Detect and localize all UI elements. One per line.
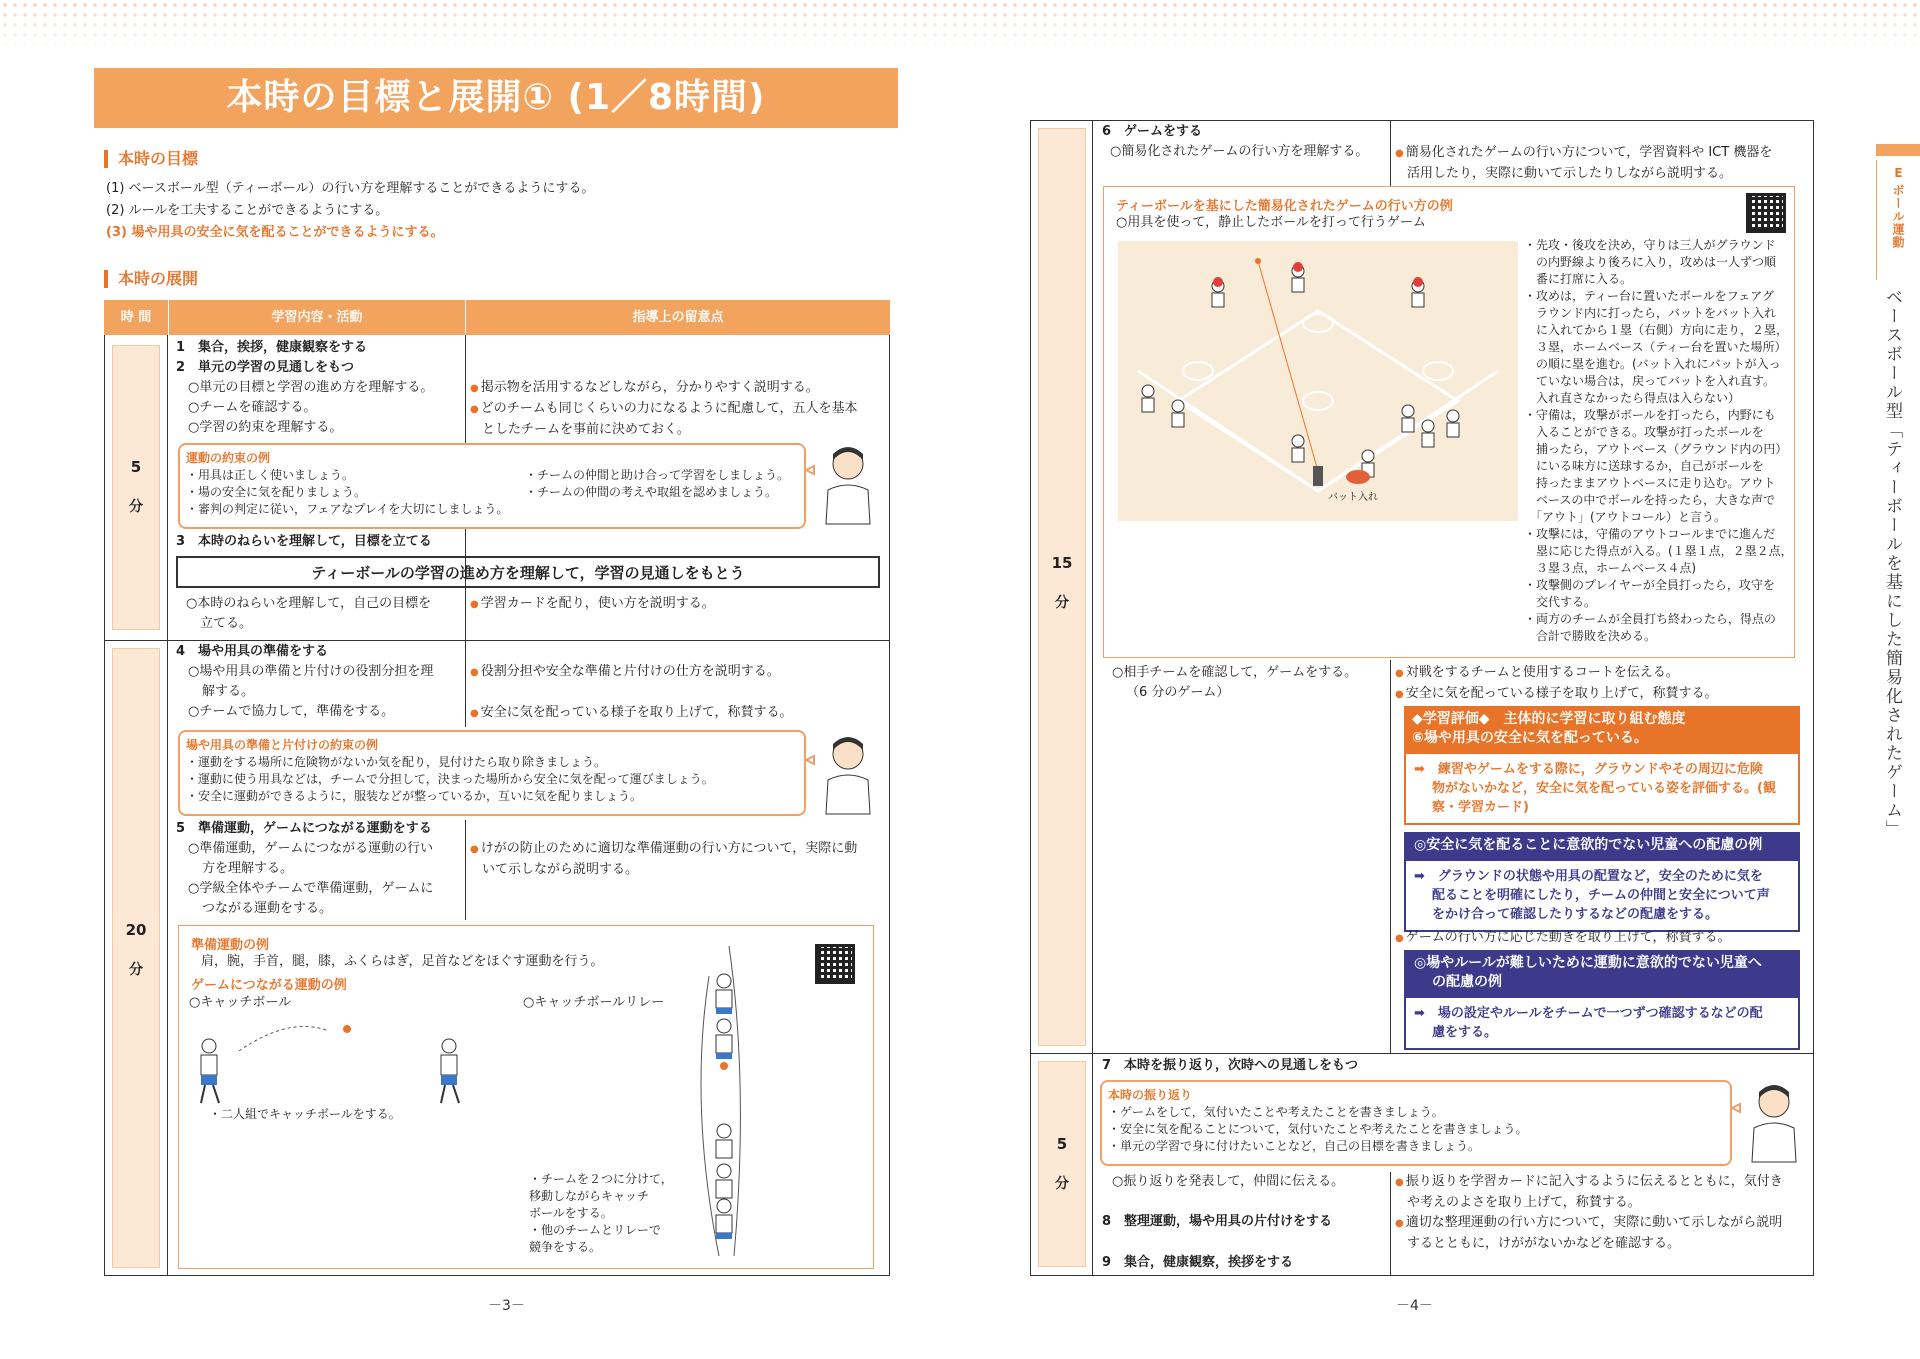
reflection-callout: 本時の振り返り ・ゲームをして，気付いたことや考えたことを書きましょう。 ・安全に気を配ることについて，気付いたことや考えたことを書きましょう。 ・単元の学習で身に付けたいことなど，自己の目標を書きましょう。 [1100, 1080, 1732, 1166]
game-activity: ○相手チームを確認して，ゲームをする。 （6 分のゲーム） [1112, 665, 1358, 700]
step-6-block: 6 ゲームをする ○簡易化されたゲームの行い方を理解する。 [1102, 124, 1369, 159]
field-diagram [1118, 241, 1518, 521]
relay-caption: ・チームを２つに分けて， 移動しながらキャッチ ボールをする。 ・他のチームとリレーで 競争をする。 [529, 1172, 673, 1254]
step-8: 8 整理運動，場や用具の片付けをする [1102, 1214, 1333, 1229]
goal-item: (3) 場や用具の安全に気を配ることができるようにする。 [106, 225, 444, 240]
activity-block-1: 1 集合，挨拶，健康観察をする 2 単元の学習の見通しをもつ ○単元の目標と学習の進め方を理解する。 ○チームを確認する。 ○学習の約束を理解する。 [176, 340, 434, 435]
relay-illustration [679, 936, 769, 1266]
teacher-avatar [1726, 1078, 1811, 1163]
care-box-rules: ◎場やルールが難しいために運動に意欲的でない児童へ の配慮の例 ➡ 場の設定やルールをチームで一つずつ確認するなどの配 慮をする。 [1404, 950, 1800, 1050]
page-title: 本時の目標と展開① (1／8時間) [94, 68, 898, 128]
step-7: 7 本時を振り返り，次時への見通しをもつ [1102, 1058, 1359, 1073]
notes-block-1: ● 掲示物を活用するなどしながら，分かりやすく説明する。 ● どのチームも同じくらいの力になるように配慮して，五人を基本 としたチームを事前に決めておく。 [470, 378, 857, 440]
step-5-block: 5 準備運動，ゲームにつながる運動をする ○準備運動，ゲームにつながる運動の行い 方を理解する。 ○学級全体やチームで準備運動，ゲームに つながる運動をする。 [176, 821, 434, 916]
goals-list [106, 178, 594, 244]
lesson-aim-box: ティーボールの学習の進め方を理解して，学習の見通しをもとう [176, 556, 880, 588]
game-figure: ティーボールを基にした簡易化されたゲームの行い方の例 ○用具を使って，静止したボールを打って行うゲーム バット入れ ・先攻・後攻を決め，守りは三人がグラウンド の内野線より後ろに入り，攻めは一人ずつ順 番に打席に入る。 ・攻めは，ティー台に置いたボールをフェアグ ラウンド内に打ったら，バットをバット入れ に入れてから１塁（右側）方向に走り，２塁， ３塁，ホームベース（ティー台を置いた場所） の順に塁を進む。(バット入れにバットが入っ ていない場合は，戻ってバットを入れ直す。 入れ直さなかったら得点は入らない） ・守備は，攻撃がボールを打ったら，内野にも 入ることができる。攻撃が打ったボールを 捕ったら，アウトベース（グラウンド内の円） にいる味方に送球するか，自己がボールを 持ったままアウトベースに走り込む。アウト ベースの中でボールを持ったら，大きな声で 「アウト」(アウトコール）と言う。 ・攻撃には，守備のアウトコールまでに進んだ 塁に応じた得点が入る。(１塁１点，２塁２点， ３塁３点，ホームベース４点) ・攻撃側のプレイヤーが全員打ったら，攻守を 交代する。 ・両方のチームが全員打ち終わったら，得点の 合計で勝敗を決める。 [1103, 186, 1795, 658]
evaluation-box: ◆学習評価◆ 主体的に学習に取り組む態度 ⑥場や用具の安全に気を配っている。 ➡ 練習やゲームをする際に，グラウンドやその周辺に危険 物がないかなど，安全に気を配っている姿を評価する。(観 察・学習カード) [1404, 706, 1800, 825]
time-cell: 5 分 [1038, 1061, 1086, 1267]
teacher-avatar [800, 440, 885, 525]
time-cell: 5 分 [112, 345, 160, 630]
goal-item: (2) ルールを工夫することができるようにする。 [106, 203, 389, 218]
header-notes: 指導上の留意点 [465, 300, 890, 335]
bat-box-label: バット入れ [1328, 492, 1378, 503]
setup-rules-callout: 場や用具の準備と片付けの約束の例 ・運動をする場所に危険物がないか気を配り，見付けたら取り除きましょう。 ・運動に使う用具などは，チームで分担して，決まった場所から安全に気を配って運びましょう。 ・安全に運動ができるように，服装などが整っているか，互いに気を配りましょう。 [178, 730, 806, 816]
teacher-avatar [800, 730, 885, 815]
mid-note: ● ゲームの行い方に応じた動きを取り上げて，称賛する。 [1395, 928, 1730, 949]
side-tab-marker [1876, 144, 1920, 156]
qr-code-icon[interactable] [815, 944, 855, 984]
qr-code-icon[interactable] [1746, 193, 1786, 233]
s7-activity: ○振り返りを発表して，仲間に伝える。 [1112, 1174, 1345, 1189]
header-activity: 学習内容・活動 [168, 300, 465, 335]
step-9: 9 集合，健康観察，挨拶をする [1102, 1255, 1294, 1270]
side-subtitle: ベースボール型「ティーボールを基にした簡易化されたゲーム」 [1882, 288, 1902, 839]
time-cell: 20 分 [112, 648, 160, 1268]
header-time: 時 間 [104, 300, 168, 335]
side-tab: E ボール運動 [1876, 160, 1920, 280]
flow-heading: 本時の展開 [104, 270, 198, 288]
step-3: 3 本時のねらいを理解して，目標を立てる [176, 534, 432, 549]
catch-illustration [179, 1011, 599, 1111]
aim-note: ● 学習カードを配り，使い方を説明する。 [470, 594, 715, 615]
care-box-safety: ◎安全に気を配ることに意欲的でない児童への配慮の例 ➡ グラウンドの状態や用具の配置など，安全のために気を 配ることを明確にしたり，チームの仲間と安全について声 をかけ合って確認したりするなどの配慮をする。 [1404, 832, 1800, 932]
rules-callout: 運動の約束の例 ・用具は正しく使いましょう。 ・場の安全に気を配りましょう。 ・審判の判定に従い，フェアなプレイを大切にしましょう。 ・チームの仲間と助け合って学習をしましょう。 ・チームの仲間の考えや取組を認めましょう。 [178, 443, 806, 529]
page-number: －4－ [1396, 1298, 1433, 1314]
aim-activity: ○本時のねらいを理解して，自己の目標を 立てる。 [186, 596, 432, 631]
step-4-block: 4 場や用具の準備をする ○場や用具の準備と片付けの役割分担を理 解する。 ○チームで協力して，準備をする。 [176, 644, 434, 719]
game-rules: ・先攻・後攻を決め，守りは三人がグラウンド の内野線より後ろに入り，攻めは一人ずつ順 番に打席に入る。 ・攻めは，ティー台に置いたボールをフェアグ ラウンド内に打ったら，バットをバット入れ に入れてから１塁（右側）方向に走り，２塁， ３塁，ホームベース（ティー台を置いた場所） の順に塁を進む。(バット入れにバットが入っ ていない場合は，戻ってバットを入れ直す。 入れ直さなかったら得点は入らない） ・守備は，攻撃がボールを打ったら，内野にも 入ることができる。攻撃が打ったボールを 捕ったら，アウトベース（グラウンド内の円） にいる味方に送球するか，自己がボールを 持ったままアウトベースに走り込む。アウト ベースの中でボールを持ったら，大きな声で 「アウト」(アウトコール）と言う。 ・攻撃には，守備のアウトコールまでに進んだ 塁に応じた得点が入る。(１塁１点，２塁２点， ３塁３点，ホームベース４点) ・攻撃側のプレイヤーが全員打ったら，攻守を 交代する。 ・両方のチームが全員打ち終わったら，得点の 合計で勝敗を決める。 [1524, 238, 1793, 643]
warmup-figure: 準備運動の例 肩，腕，手首，腿，膝，ふくらはぎ，足首などをほぐす運動を行う。 ゲームにつながる運動の例 ○キャッチボール ○キャッチボールリレー ・二人組でキャッチボールをする。 ・チームを２つに分けて， 移動しながらキャッチ ボールをする。 ・他のチームとリレーで 競争をする。 [178, 925, 874, 1269]
s5-note: ● けがの防止のために適切な準備運動の行い方について，実際に動 いて示しながら説明する。 [470, 839, 857, 880]
time-cell: 15 分 [1038, 128, 1086, 1046]
s6-notes: ● 簡易化されたゲームの行い方について，学習資料や ICT 機器を 活用したり，実際に動いて示したりしながら説明する。 [1395, 143, 1772, 184]
goal-item: (1) ベースボール型（ティーボール）の行い方を理解することができるようにする。 [106, 181, 595, 196]
s4-note: ● 役割分担や安全な準備と片付けの仕方を説明する。 [470, 662, 780, 683]
s4-note: ● 安全に気を配っている様子を取り上げて，称賛する。 [470, 703, 792, 724]
page-number: －3－ [488, 1298, 525, 1314]
game-notes: ● 対戦をするチームと使用するコートを伝える。 ● 安全に気を配っている様子を取り上げて，称賛する。 [1395, 663, 1717, 705]
closing-notes: ● 振り返りを学習カードに記入するように伝えるとともに，気付き や考えのよさを取り上げて，称賛する。 ● 適切な整理運動の行い方について，実際に動いて示しながら説明 するとともに，けががないかなどを確認する。 [1395, 1172, 1783, 1254]
goals-heading: 本時の目標 [104, 150, 198, 168]
